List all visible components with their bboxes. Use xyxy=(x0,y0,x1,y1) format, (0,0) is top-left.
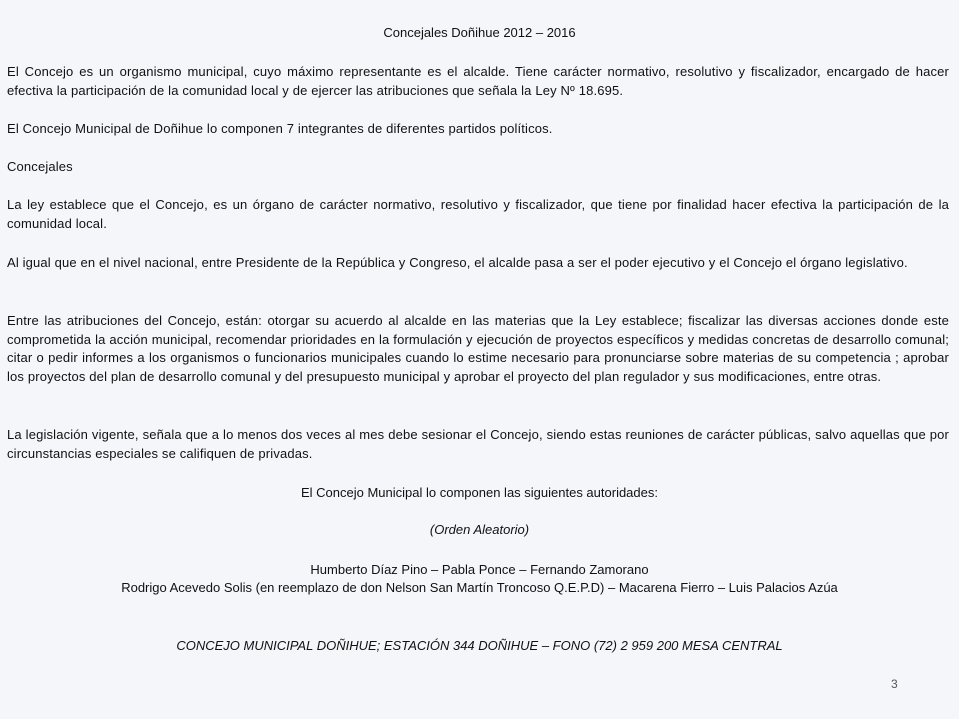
paragraph-atribuciones: Entre las atribuciones del Concejo, están: otorgar su acuerdo al alcalde en las materias que la Ley establece; fiscalizar las diversas acciones donde este comprometida la acción municipal, recomendar prioridades en la formulación y ejecución de proyectos específicos y medidas concretas de desarrollo comunal; citar o pedir informes a los organismos o funcionarios municipales cuando lo estime necesario para pronunciarse sobre materias de su competencia ; aprobar los proyectos del plan de desarrollo comunal y del presupuesto municipal y aprobar el proyecto del plan regulador y sus modificaciones, entre otras. xyxy=(7,313,949,384)
members-line-1: Humberto Díaz Pino – Pabla Ponce – Fernando Zamorano xyxy=(310,562,649,577)
paragraph-nivel-nacional: Al igual que en el nivel nacional, entre Presidente de la República y Congreso, el alcalde pasa a ser el poder ejecutivo y el Concejo el órgano legislativo. xyxy=(7,255,908,270)
section-heading-concejales: Concejales xyxy=(7,159,73,174)
document-title: Concejales Doñihue 2012 – 2016 xyxy=(383,25,576,40)
authorities-heading: El Concejo Municipal lo componen las siguientes autoridades: xyxy=(301,485,658,500)
order-note: (Orden Aleatorio) xyxy=(429,522,530,537)
paragraph-legislacion-vigente: La legislación vigente, señala que a lo menos dos veces al mes debe sesionar el Concejo, siendo estas reuniones de carácter públicas, salvo aquellas que por circunstancias especiales se califiquen de privadas. xyxy=(7,427,949,461)
paragraph-concejo-definition: El Concejo es un organismo municipal, cuyo máximo representante es el alcalde. Tiene carácter normativo, resolutivo y fiscalizador, encargado de hacer efectiva la participación de la comunidad local y de ejercer las atribuciones que señala la Ley Nº 18.695. xyxy=(7,64,949,98)
members-line-2: Rodrigo Acevedo Solis (en reemplazo de don Nelson San Martín Troncoso Q.E.P.D) – Macarena Fierro – Luis Palacios Azúa xyxy=(121,580,838,595)
paragraph-ley-establece: La ley establece que el Concejo, es un órgano de carácter normativo, resolutivo y fiscalizador, que tiene por finalidad hacer efectiva la participación de la comunidad local. xyxy=(7,197,949,231)
page-number: 3 xyxy=(891,677,898,691)
paragraph-concejo-composition: El Concejo Municipal de Doñihue lo componen 7 integrantes de diferentes partidos políticos. xyxy=(7,121,553,136)
footer-contact: CONCEJO MUNICIPAL DOÑIHUE; ESTACIÓN 344 DOÑIHUE – FONO (72) 2 959 200 MESA CENTRAL xyxy=(176,638,783,653)
